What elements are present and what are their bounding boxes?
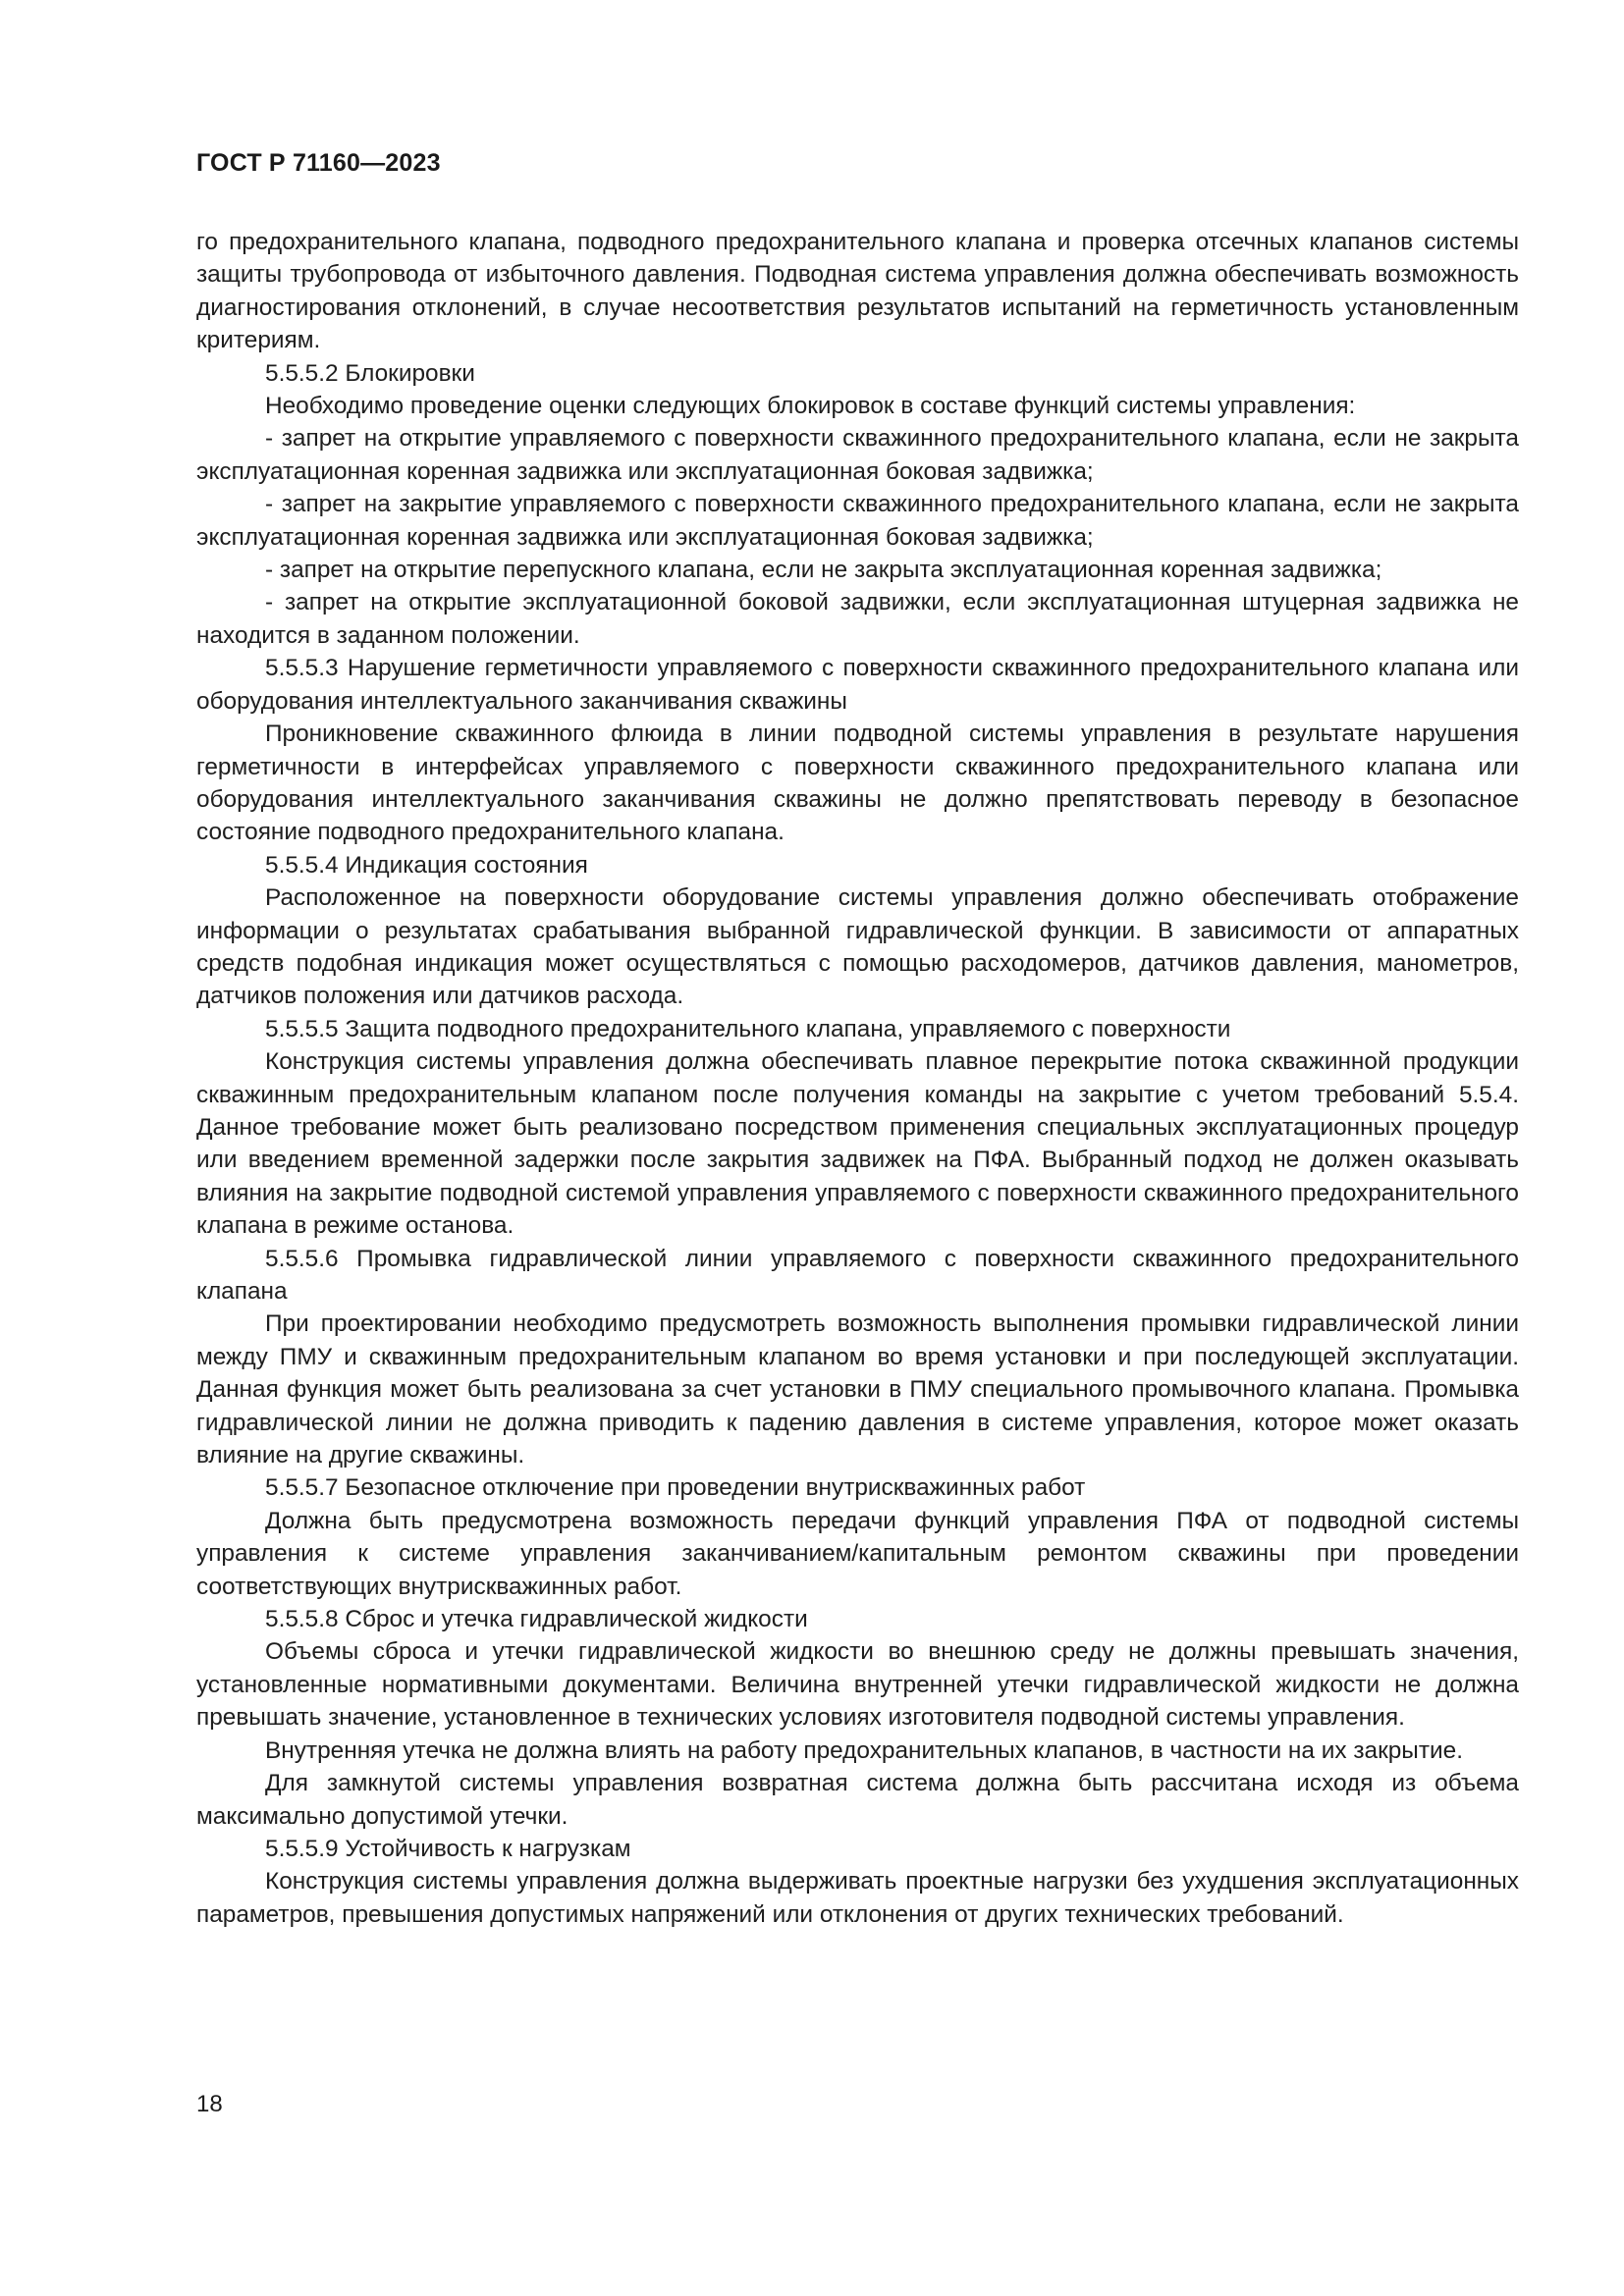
section-heading-5-5-5-6: 5.5.5.6 Промывка гидравлической линии управляемого с поверхности скважинного предохранительного клапана bbox=[196, 1245, 1519, 1305]
list-item: - запрет на открытие управляемого с поверхности скважинного предохранительного клапана, если не закрыта эксплуатационная коренная задвижка или эксплуатационная боковая задвижка; bbox=[196, 425, 1519, 485]
list-item: - запрет на открытие перепускного клапана, если не закрыта эксплуатационная коренная задвижка; bbox=[265, 557, 1382, 584]
section-heading-5-5-5-9: 5.5.5.9 Устойчивость к нагрузкам bbox=[265, 1835, 631, 1862]
paragraph: Внутренняя утечка не должна влиять на работу предохранительных клапанов, в частности на их закрытие. bbox=[265, 1736, 1463, 1764]
paragraph: При проектировании необходимо предусмотреть возможность выполнения промывки гидравлической линии между ПМУ и скважинным предохранительным клапаном во время установки и при последующей эксплуатации. Данная функция может быть реализована за счет установки в ПМУ специального промывочного клапана. Промывка гидравлической линии не должна приводить к падению давления в системе управления, которое может оказать влияние на другие скважины. bbox=[196, 1310, 1519, 1469]
paragraph: Объемы сброса и утечки гидравлической жидкости во внешнюю среду не должны превышать значения, установленные нормативными документами. Величина внутренней утечки гидравлической жидкости не должна превышать значение, установленное в технических условиях изготовителя подводной системы управления. bbox=[196, 1638, 1519, 1732]
list-item: - запрет на открытие эксплуатационной боковой задвижки, если эксплуатационная штуцерная задвижка не находится в заданном положении. bbox=[196, 589, 1519, 649]
list-item: - запрет на закрытие управляемого с поверхности скважинного предохранительного клапана, если не закрыта эксплуатационная коренная задвижка или эксплуатационная боковая задвижка; bbox=[196, 491, 1519, 551]
section-heading-5-5-5-3: 5.5.5.3 Нарушение герметичности управляемого с поверхности скважинного предохранительного клапана или оборудования интеллектуального заканчивания скважины bbox=[196, 655, 1519, 715]
paragraph: Необходимо проведение оценки следующих блокировок в составе функций системы управления: bbox=[265, 393, 1356, 420]
section-heading-5-5-5-2: 5.5.5.2 Блокировки bbox=[265, 359, 475, 387]
paragraph: Проникновение скважинного флюида в линии подводной системы управления в результате нарушения герметичности в интерфейсах управляемого с поверхности скважинного предохранительного клапана или оборудования интеллектуального заканчивания скважины не должно препятствовать переводу в безопасное состояние подводного предохранительного клапана. bbox=[196, 721, 1519, 846]
section-heading-5-5-5-5: 5.5.5.5 Защита подводного предохранительного клапана, управляемого с поверхности bbox=[265, 1015, 1231, 1042]
paragraph: Конструкция системы управления должна обеспечивать плавное перекрытие потока скважинной продукции скважинным предохранительным клапаном после получения команды на закрытие с учетом требований 5.5.4. Данное требование может быть реализовано посредством применения специальных эксплуатационных процедур или введением временной задержки после закрытия задвижек на ПФА. Выбранный подход не должен оказывать влияния на закрытие подводной системой управления управляемого с поверхности скважинного предохранительного клапана в режиме останова. bbox=[196, 1048, 1519, 1240]
document-standard-title: ГОСТ Р 71160—2023 bbox=[196, 149, 441, 177]
paragraph: Расположенное на поверхности оборудование системы управления должно обеспечивать отображение информации о результатах срабатывания выбранной гидравлической функции. В зависимости от аппаратных средств подобная индикация может осуществляться с помощью расходомеров, датчиков давления, манометров, датчиков положения или датчиков расхода. bbox=[196, 884, 1519, 1010]
paragraph: Для замкнутой системы управления возвратная система должна быть рассчитана исходя из объема максимально допустимой утечки. bbox=[196, 1770, 1519, 1830]
paragraph: Конструкция системы управления должна выдерживать проектные нагрузки без ухудшения эксплуатационных параметров, превышения допустимых напряжений или отклонения от других технических требований. bbox=[196, 1868, 1519, 1928]
section-heading-5-5-5-4: 5.5.5.4 Индикация состояния bbox=[265, 851, 588, 879]
paragraph: Должна быть предусмотрена возможность передачи функций управления ПФА от подводной системы управления к системе управления заканчиванием/капитальным ремонтом скважины при проведении соответствующих внутрискважинных работ. bbox=[196, 1507, 1519, 1600]
document-body bbox=[196, 226, 1519, 1931]
section-heading-5-5-5-7: 5.5.5.7 Безопасное отключение при проведении внутрискважинных работ bbox=[265, 1474, 1086, 1502]
paragraph: го предохранительного клапана, подводного предохранительного клапана и проверка отсечных клапанов системы защиты трубопровода от избыточного давления. Подводная система управления должна обеспечивать возможность диагностирования отклонений, в случае несоответствия результатов испытаний на герметичность установленным критериям. bbox=[196, 229, 1519, 354]
section-heading-5-5-5-8: 5.5.5.8 Сброс и утечка гидравлической жидкости bbox=[265, 1606, 808, 1633]
page-number: 18 bbox=[196, 2091, 223, 2117]
